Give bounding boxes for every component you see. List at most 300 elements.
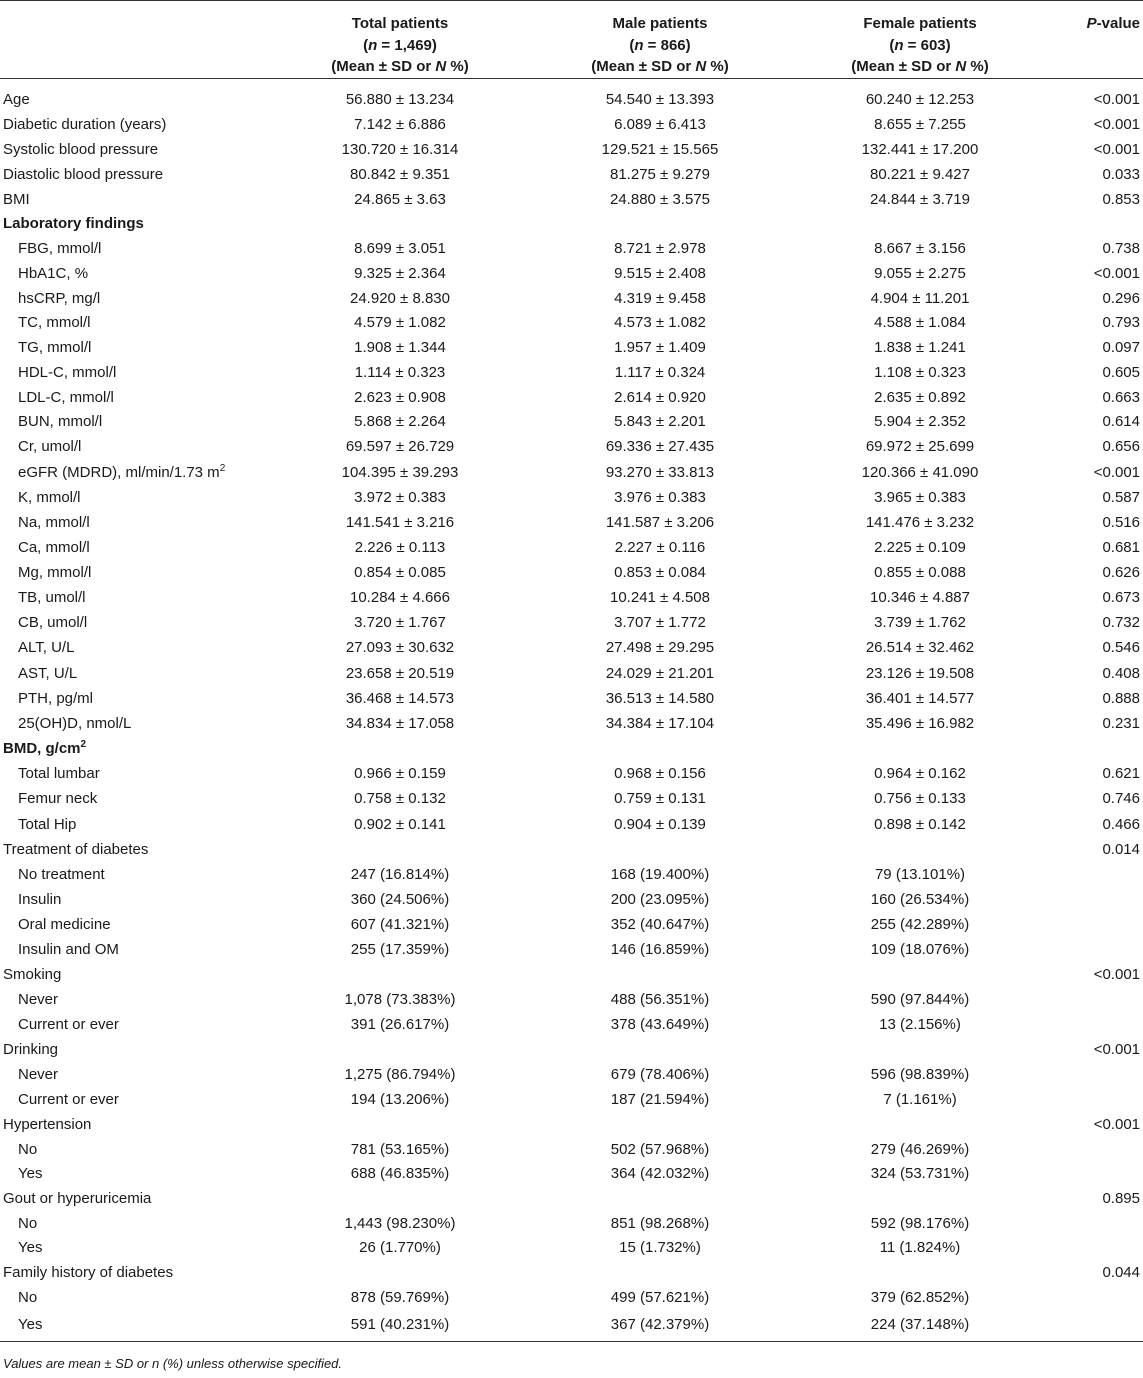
row-label: ALT, U/L	[18, 639, 75, 656]
table-row	[0, 1260, 1143, 1285]
female-patients-cell	[790, 1260, 1050, 1285]
table-row	[0, 535, 1143, 560]
male-patients-cell: 499 (57.621%)	[610, 1288, 710, 1306]
row-label: hsCRP, mg/l	[18, 289, 101, 307]
female-patients-cell: 132.441 ± 17.200	[861, 140, 979, 158]
female-patients-cell	[790, 1038, 1050, 1062]
female-patients-cell: 0.964 ± 0.162	[874, 764, 966, 782]
table-row	[0, 1038, 1143, 1062]
row-label: Total lumbar	[18, 764, 100, 782]
row-label: BUN, mmol/l	[18, 413, 103, 430]
total-patients-cell: 3.972 ± 0.383	[354, 488, 446, 506]
table-row	[0, 261, 1143, 286]
table-row	[0, 686, 1143, 711]
table-row	[0, 887, 1143, 912]
male-patients-cell: 9.515 ± 2.408	[614, 264, 706, 282]
female-patients-cell: 1.108 ± 0.323	[874, 363, 966, 381]
total-patients-cell: 36.468 ± 14.573	[345, 689, 455, 707]
male-patients-cell: 146 (16.859%)	[610, 940, 710, 958]
row-label: No	[18, 1288, 38, 1306]
row-label: HDL-C, mmol/l	[18, 363, 117, 381]
p-value-cell: 0.738	[1102, 239, 1140, 257]
label-superscript: 2	[219, 462, 226, 474]
row-label: Ca, mmol/l	[18, 538, 90, 556]
table-row	[0, 962, 1143, 987]
p-value-cell	[1050, 1012, 1143, 1038]
row-label: PTH, pg/ml	[18, 689, 94, 707]
male-patients-cell	[530, 1186, 790, 1211]
male-patients-cell: 378 (43.649%)	[610, 1016, 710, 1033]
male-patients-cell: 851 (98.268%)	[610, 1214, 710, 1232]
row-label: Insulin and OM	[18, 940, 119, 958]
row-label: TG, mmol/l	[18, 338, 92, 356]
female-patients-cell: 590 (97.844%)	[870, 990, 970, 1008]
male-patients-cell: 488 (56.351%)	[610, 990, 710, 1008]
male-patients-cell: 54.540 ± 13.393	[605, 90, 715, 108]
row-label: Yes	[0, 1310, 270, 1341]
table-row	[0, 335, 1143, 360]
female-patients-cell: 26.514 ± 32.462	[865, 639, 975, 656]
total-patients-cell: 2.623 ± 0.908	[354, 388, 446, 406]
p-value-cell: <0.001	[1093, 965, 1140, 983]
p-value-cell: <0.001	[1093, 115, 1140, 133]
female-patients-cell: 596 (98.839%)	[870, 1065, 970, 1083]
p-value-cell: 0.732	[1102, 613, 1140, 631]
p-value-cell: 0.626	[1102, 563, 1140, 581]
total-patients-cell: 360 (24.506%)	[350, 890, 450, 908]
row-label: No	[18, 1214, 38, 1232]
total-patients-cell	[270, 1112, 530, 1137]
male-patients-cell: 15 (1.732%)	[619, 1239, 701, 1256]
male-patients-cell: 69.336 ± 27.435	[605, 438, 715, 455]
total-patients-cell: 9.325 ± 2.364	[354, 264, 446, 282]
table-row	[0, 812, 1143, 837]
male-patients-cell: 352 (40.647%)	[610, 915, 710, 933]
row-label: No	[18, 1140, 38, 1158]
table-header	[0, 1, 1143, 79]
p-value-cell: 0.014	[1102, 840, 1140, 858]
female-patients-cell: 5.904 ± 2.352	[874, 413, 966, 430]
female-patients-cell: 379 (62.852%)	[870, 1288, 970, 1306]
row-label: Family history of diabetes	[3, 1263, 174, 1281]
table-row	[0, 1137, 1143, 1162]
female-patients-cell: 224 (37.148%)	[790, 1310, 1050, 1341]
male-patients-cell: 5.843 ± 2.201	[614, 413, 706, 430]
row-label: K, mmol/l	[18, 488, 81, 506]
row-label: CB, umol/l	[18, 613, 88, 631]
total-patients-cell: 24.920 ± 8.830	[350, 289, 450, 307]
table-row	[0, 862, 1143, 887]
male-patients-cell: 27.498 ± 29.295	[605, 639, 715, 656]
row-label: Hypertension	[3, 1115, 92, 1133]
total-patients-cell: 23.658 ± 20.519	[345, 664, 455, 682]
female-patients-cell: 2.635 ± 0.892	[874, 388, 966, 406]
female-patients-cell: 2.225 ± 0.109	[874, 538, 966, 556]
table-row	[0, 137, 1143, 162]
male-patients-cell: 502 (57.968%)	[610, 1140, 710, 1158]
total-patients-cell	[270, 736, 530, 761]
male-patients-cell: 367 (42.379%)	[530, 1310, 790, 1341]
female-patients-cell: 11 (1.824%)	[879, 1239, 961, 1256]
male-patients-cell: 200 (23.095%)	[610, 890, 710, 908]
total-patients-cell: 104.395 ± 39.293	[341, 463, 459, 481]
male-patients-cell: 1.117 ± 0.324	[614, 363, 706, 381]
p-value-cell: 0.681	[1102, 538, 1140, 556]
p-value-cell: <0.001	[1093, 1041, 1140, 1058]
male-patients-cell	[530, 736, 790, 761]
total-patients-cell: 80.842 ± 9.351	[350, 165, 450, 183]
p-value-cell: 0.853	[1102, 190, 1140, 208]
total-patients-cell: 56.880 ± 13.234	[345, 90, 455, 108]
header-row	[0, 1, 1143, 78]
p-value-cell	[1050, 1162, 1143, 1186]
male-patients-cell	[530, 837, 790, 862]
table-row	[0, 360, 1143, 385]
p-value-cell	[1050, 887, 1143, 912]
table-row	[0, 236, 1143, 261]
female-patients-cell: 8.667 ± 3.156	[874, 239, 966, 257]
label-superscript: 2	[80, 738, 87, 750]
female-patients-cell	[790, 1186, 1050, 1211]
male-patients-cell	[530, 962, 790, 987]
female-patients-cell: 3.965 ± 0.383	[874, 488, 966, 506]
row-label: HbA1C, %	[18, 264, 89, 282]
female-patients-cell	[790, 962, 1050, 987]
total-patients-cell	[270, 1186, 530, 1211]
female-patients-cell: 8.655 ± 7.255	[874, 115, 966, 133]
total-patients-cell: 688 (46.835%)	[350, 1165, 450, 1182]
total-patients-cell: 247 (16.814%)	[350, 865, 450, 883]
table-row	[0, 1236, 1143, 1260]
p-value-cell: 0.895	[1102, 1189, 1140, 1207]
table-row	[0, 987, 1143, 1012]
female-patients-cell: 13 (2.156%)	[879, 1016, 961, 1033]
male-patients-cell: 0.968 ± 0.156	[614, 764, 706, 782]
table-row	[0, 661, 1143, 686]
female-patients-cell: 36.401 ± 14.577	[865, 689, 975, 707]
male-patients-cell: 4.319 ± 9.458	[614, 289, 706, 307]
female-patients-cell: 255 (42.289%)	[870, 915, 970, 933]
female-patients-cell: 35.496 ± 16.982	[865, 714, 975, 732]
male-patients-cell: 2.227 ± 0.116	[614, 538, 706, 556]
total-patients-cell: 1.908 ± 1.344	[354, 338, 446, 356]
female-patients-cell: 109 (18.076%)	[870, 940, 970, 958]
table-row	[0, 162, 1143, 187]
female-patients-cell: 7 (1.161%)	[883, 1090, 957, 1108]
female-patients-cell: 141.476 ± 3.232	[865, 513, 975, 531]
p-value-cell: 0.888	[1102, 689, 1140, 707]
p-value-cell	[1050, 1087, 1143, 1112]
female-patients-cell: 79 (13.101%)	[874, 865, 966, 883]
p-value-cell: 0.656	[1102, 438, 1140, 455]
table-row	[0, 711, 1143, 736]
total-patients-cell: 194 (13.206%)	[350, 1090, 450, 1108]
table-row	[0, 1112, 1143, 1137]
male-patients-cell: 1.957 ± 1.409	[614, 338, 706, 356]
total-patients-cell	[270, 962, 530, 987]
p-value-cell	[1050, 1211, 1143, 1236]
male-patients-cell: 24.029 ± 21.201	[605, 664, 715, 682]
table-row	[0, 635, 1143, 661]
total-patients-cell: 1,275 (86.794%)	[344, 1065, 456, 1083]
male-patients-cell: 0.853 ± 0.084	[614, 563, 706, 581]
total-patients-cell: 3.720 ± 1.767	[354, 613, 446, 631]
female-patients-cell: 4.588 ± 1.084	[874, 314, 966, 331]
header-male-patients: Male patients (n = 866) (Mean ± SD or N %)	[530, 1, 790, 78]
table-row	[0, 311, 1143, 335]
female-patients-cell: 0.855 ± 0.088	[874, 563, 966, 581]
male-patients-cell: 10.241 ± 4.508	[610, 588, 710, 606]
female-patients-cell: 0.756 ± 0.133	[874, 790, 966, 807]
p-value-cell: 0.296	[1102, 289, 1140, 307]
table-row	[0, 510, 1143, 535]
table-footnote: Values are mean ± SD or n (%) unless otherwise specified.	[3, 1356, 343, 1371]
total-patients-cell	[270, 212, 530, 236]
table-row	[0, 1310, 1143, 1341]
row-label: Smoking	[3, 965, 62, 983]
table-row	[0, 187, 1143, 212]
male-patients-cell: 2.614 ± 0.920	[614, 388, 706, 406]
total-patients-cell: 8.699 ± 3.051	[354, 239, 446, 257]
table-row	[0, 937, 1143, 962]
table-body	[0, 78, 1143, 1341]
male-patients-cell: 0.904 ± 0.139	[614, 815, 706, 833]
total-patients-cell: 69.597 ± 26.729	[345, 438, 455, 455]
p-value-cell: 0.231	[1102, 714, 1140, 732]
female-patients-cell: 23.126 ± 19.508	[865, 664, 975, 682]
total-patients-cell	[270, 1260, 530, 1285]
row-label: Systolic blood pressure	[3, 140, 159, 158]
table-row	[0, 112, 1143, 137]
total-patients-cell: 130.720 ± 16.314	[341, 140, 459, 158]
male-patients-cell: 24.880 ± 3.575	[610, 190, 710, 208]
p-value-cell: 0.044	[1102, 1263, 1140, 1281]
table-row	[0, 610, 1143, 635]
total-patients-cell: 141.541 ± 3.216	[345, 513, 455, 531]
p-value-cell: 0.746	[1102, 790, 1140, 807]
total-patients-cell: 255 (17.359%)	[350, 940, 450, 958]
p-value-cell	[1050, 212, 1143, 236]
table-row	[0, 585, 1143, 610]
p-value-cell: <0.001	[1093, 140, 1140, 158]
row-label: No treatment	[18, 865, 105, 883]
table-row	[0, 1211, 1143, 1236]
male-patients-cell: 141.587 ± 3.206	[605, 513, 715, 531]
total-patients-cell: 34.834 ± 17.058	[345, 714, 455, 732]
table-row	[0, 786, 1143, 812]
total-patients-cell: 781 (53.165%)	[350, 1140, 450, 1158]
male-patients-cell: 168 (19.400%)	[610, 865, 710, 883]
total-patients-cell: 7.142 ± 6.886	[354, 115, 446, 133]
row-label: LDL-C, mmol/l	[18, 388, 114, 406]
table-row	[0, 761, 1143, 786]
female-patients-cell	[790, 212, 1050, 236]
male-patients-cell	[530, 1260, 790, 1285]
row-label: 25(OH)D, nmol/L	[18, 714, 132, 732]
row-label: Yes	[18, 1239, 43, 1256]
male-patients-cell	[530, 212, 790, 236]
male-patients-cell: 187 (21.594%)	[610, 1090, 710, 1108]
p-value-cell	[1050, 1062, 1143, 1087]
p-value-cell: 0.097	[1102, 338, 1140, 356]
total-patients-cell: 4.579 ± 1.082	[354, 314, 446, 331]
table-row	[0, 78, 1143, 112]
total-patients-cell: 0.854 ± 0.085	[354, 563, 446, 581]
p-value-cell	[1050, 1137, 1143, 1162]
p-value-cell	[1050, 937, 1143, 962]
female-patients-cell: 80.221 ± 9.427	[870, 165, 970, 183]
row-label: Diabetic duration (years)	[3, 115, 167, 133]
row-label: Cr, umol/l	[18, 438, 82, 455]
female-patients-cell: 592 (98.176%)	[870, 1214, 970, 1232]
p-value-cell	[1050, 1236, 1143, 1260]
total-patients-cell: 0.902 ± 0.141	[354, 815, 446, 833]
row-label: TB, umol/l	[18, 588, 86, 606]
table-row	[0, 1162, 1143, 1186]
total-patients-cell	[270, 1038, 530, 1062]
row-label: eGFR (MDRD), ml/min/1.73 $m^2$	[18, 462, 226, 481]
male-patients-cell: 3.976 ± 0.383	[614, 488, 706, 506]
header-label-column	[0, 1, 270, 78]
male-patients-cell: 8.721 ± 2.978	[614, 239, 706, 257]
total-patients-cell: 1.114 ± 0.323	[354, 363, 446, 381]
female-patients-cell: 0.898 ± 0.142	[874, 815, 966, 833]
female-patients-cell: 9.055 ± 2.275	[874, 264, 966, 282]
table-row	[0, 560, 1143, 585]
female-patients-cell	[790, 1112, 1050, 1137]
total-patients-cell: 0.758 ± 0.132	[354, 790, 446, 807]
p-value-cell: <0.001	[1093, 264, 1140, 282]
row-label: Laboratory findings	[3, 215, 144, 232]
table-row	[0, 212, 1143, 236]
total-patients-cell: 5.868 ± 2.264	[354, 413, 446, 430]
female-patients-cell: 160 (26.534%)	[870, 890, 970, 908]
p-value-cell: <0.001	[1093, 463, 1140, 481]
row-label: Gout or hyperuricemia	[3, 1189, 152, 1207]
table-row	[0, 385, 1143, 410]
female-patients-cell: 120.366 ± 41.090	[861, 463, 979, 481]
male-patients-cell	[530, 1038, 790, 1062]
total-patients-cell: 2.226 ± 0.113	[354, 538, 446, 556]
female-patients-cell: 4.904 ± 11.201	[870, 289, 970, 307]
table-row	[0, 1062, 1143, 1087]
total-patients-cell: 24.865 ± 3.63	[354, 190, 446, 208]
table-row	[0, 460, 1143, 485]
p-value-cell: 0.033	[1102, 165, 1140, 183]
row-label: Age	[3, 90, 30, 108]
header-total-patients: Total patients (n = 1,469) (Mean ± SD or N %)	[270, 1, 530, 78]
table-row	[0, 410, 1143, 434]
table-row	[0, 485, 1143, 510]
row-label: Current or ever	[18, 1016, 119, 1033]
p-value-cell: 0.408	[1102, 664, 1140, 682]
p-value-cell: 0.516	[1102, 513, 1140, 531]
table-row	[0, 1087, 1143, 1112]
male-patients-cell: 6.089 ± 6.413	[614, 115, 706, 133]
p-value-cell: 0.466	[1102, 815, 1140, 833]
p-value-cell: <0.001	[1093, 1115, 1140, 1133]
p-value-cell: 0.621	[1102, 764, 1140, 782]
female-patients-cell: 24.844 ± 3.719	[870, 190, 970, 208]
total-patients-cell: 878 (59.769%)	[350, 1288, 450, 1306]
table-row	[0, 1186, 1143, 1211]
row-label: BMD, $g/cm^2$	[3, 738, 87, 757]
row-label: Diastolic blood pressure	[3, 165, 164, 183]
female-patients-cell: 1.838 ± 1.241	[874, 338, 966, 356]
total-patients-cell: 26 (1.770%)	[359, 1239, 441, 1256]
total-patients-cell: 1,078 (73.383%)	[344, 990, 456, 1008]
p-value-cell	[1050, 862, 1143, 887]
p-value-cell	[1050, 736, 1143, 761]
row-label: Never	[18, 1065, 59, 1083]
male-patients-cell: 81.275 ± 9.279	[610, 165, 710, 183]
row-label: Treatment of diabetes	[3, 840, 149, 858]
female-patients-cell: 60.240 ± 12.253	[865, 90, 975, 108]
p-value-cell	[1050, 987, 1143, 1012]
p-value-cell: 0.673	[1102, 588, 1140, 606]
total-patients-cell	[270, 837, 530, 862]
row-label: Insulin	[18, 890, 62, 908]
male-patients-cell: 679 (78.406%)	[610, 1065, 710, 1083]
row-label: BMI	[3, 190, 30, 208]
row-label: Current or ever	[18, 1090, 119, 1108]
female-patients-cell: 3.739 ± 1.762	[874, 613, 966, 631]
p-value-cell: 0.614	[1102, 413, 1140, 430]
total-patients-cell: 27.093 ± 30.632	[345, 639, 455, 656]
male-patients-cell	[530, 1112, 790, 1137]
p-value-cell	[1050, 912, 1143, 937]
row-label: TC, mmol/l	[18, 314, 91, 331]
male-patients-cell: 3.707 ± 1.772	[614, 613, 706, 631]
p-value-cell: 0.587	[1102, 488, 1140, 506]
total-patients-cell: 0.966 ± 0.159	[354, 764, 446, 782]
table-row	[0, 1285, 1143, 1310]
row-label: Oral medicine	[18, 915, 111, 933]
p-value-cell	[1050, 1285, 1143, 1310]
total-patients-cell: 1,443 (98.230%)	[344, 1214, 456, 1232]
p-value-cell	[1050, 1310, 1143, 1341]
table-row	[0, 912, 1143, 937]
total-patients-cell: 591 (40.231%)	[270, 1310, 530, 1341]
header-p-value: P-value	[1050, 1, 1143, 78]
p-value-cell: 0.605	[1102, 363, 1140, 381]
table-row	[0, 286, 1143, 311]
male-patients-cell: 4.573 ± 1.082	[614, 314, 706, 331]
p-value-cell: 0.546	[1102, 639, 1140, 656]
male-patients-cell: 93.270 ± 33.813	[605, 463, 715, 481]
female-patients-cell: 279 (46.269%)	[870, 1140, 970, 1158]
row-label: Yes	[18, 1165, 43, 1182]
female-patients-cell: 10.346 ± 4.887	[870, 588, 970, 606]
female-patients-cell	[790, 837, 1050, 862]
table-row	[0, 1012, 1143, 1038]
p-value-cell: <0.001	[1093, 90, 1140, 108]
row-label: Total Hip	[18, 815, 77, 833]
female-patients-cell: 69.972 ± 25.699	[865, 438, 975, 455]
p-value-cell: 0.793	[1102, 314, 1140, 331]
p-value-cell: 0.663	[1102, 388, 1140, 406]
table-row	[0, 736, 1143, 761]
row-label: Drinking	[3, 1041, 59, 1058]
total-patients-cell: 391 (26.617%)	[350, 1016, 450, 1033]
row-label: AST, U/L	[18, 664, 78, 682]
total-patients-cell: 10.284 ± 4.666	[350, 588, 450, 606]
header-female-patients: Female patients (n = 603) (Mean ± SD or N %)	[790, 1, 1050, 78]
male-patients-cell: 129.521 ± 15.565	[601, 140, 719, 158]
total-patients-cell: 607 (41.321%)	[350, 915, 450, 933]
female-patients-cell: 324 (53.731%)	[870, 1165, 970, 1182]
male-patients-cell: 0.759 ± 0.131	[614, 790, 706, 807]
